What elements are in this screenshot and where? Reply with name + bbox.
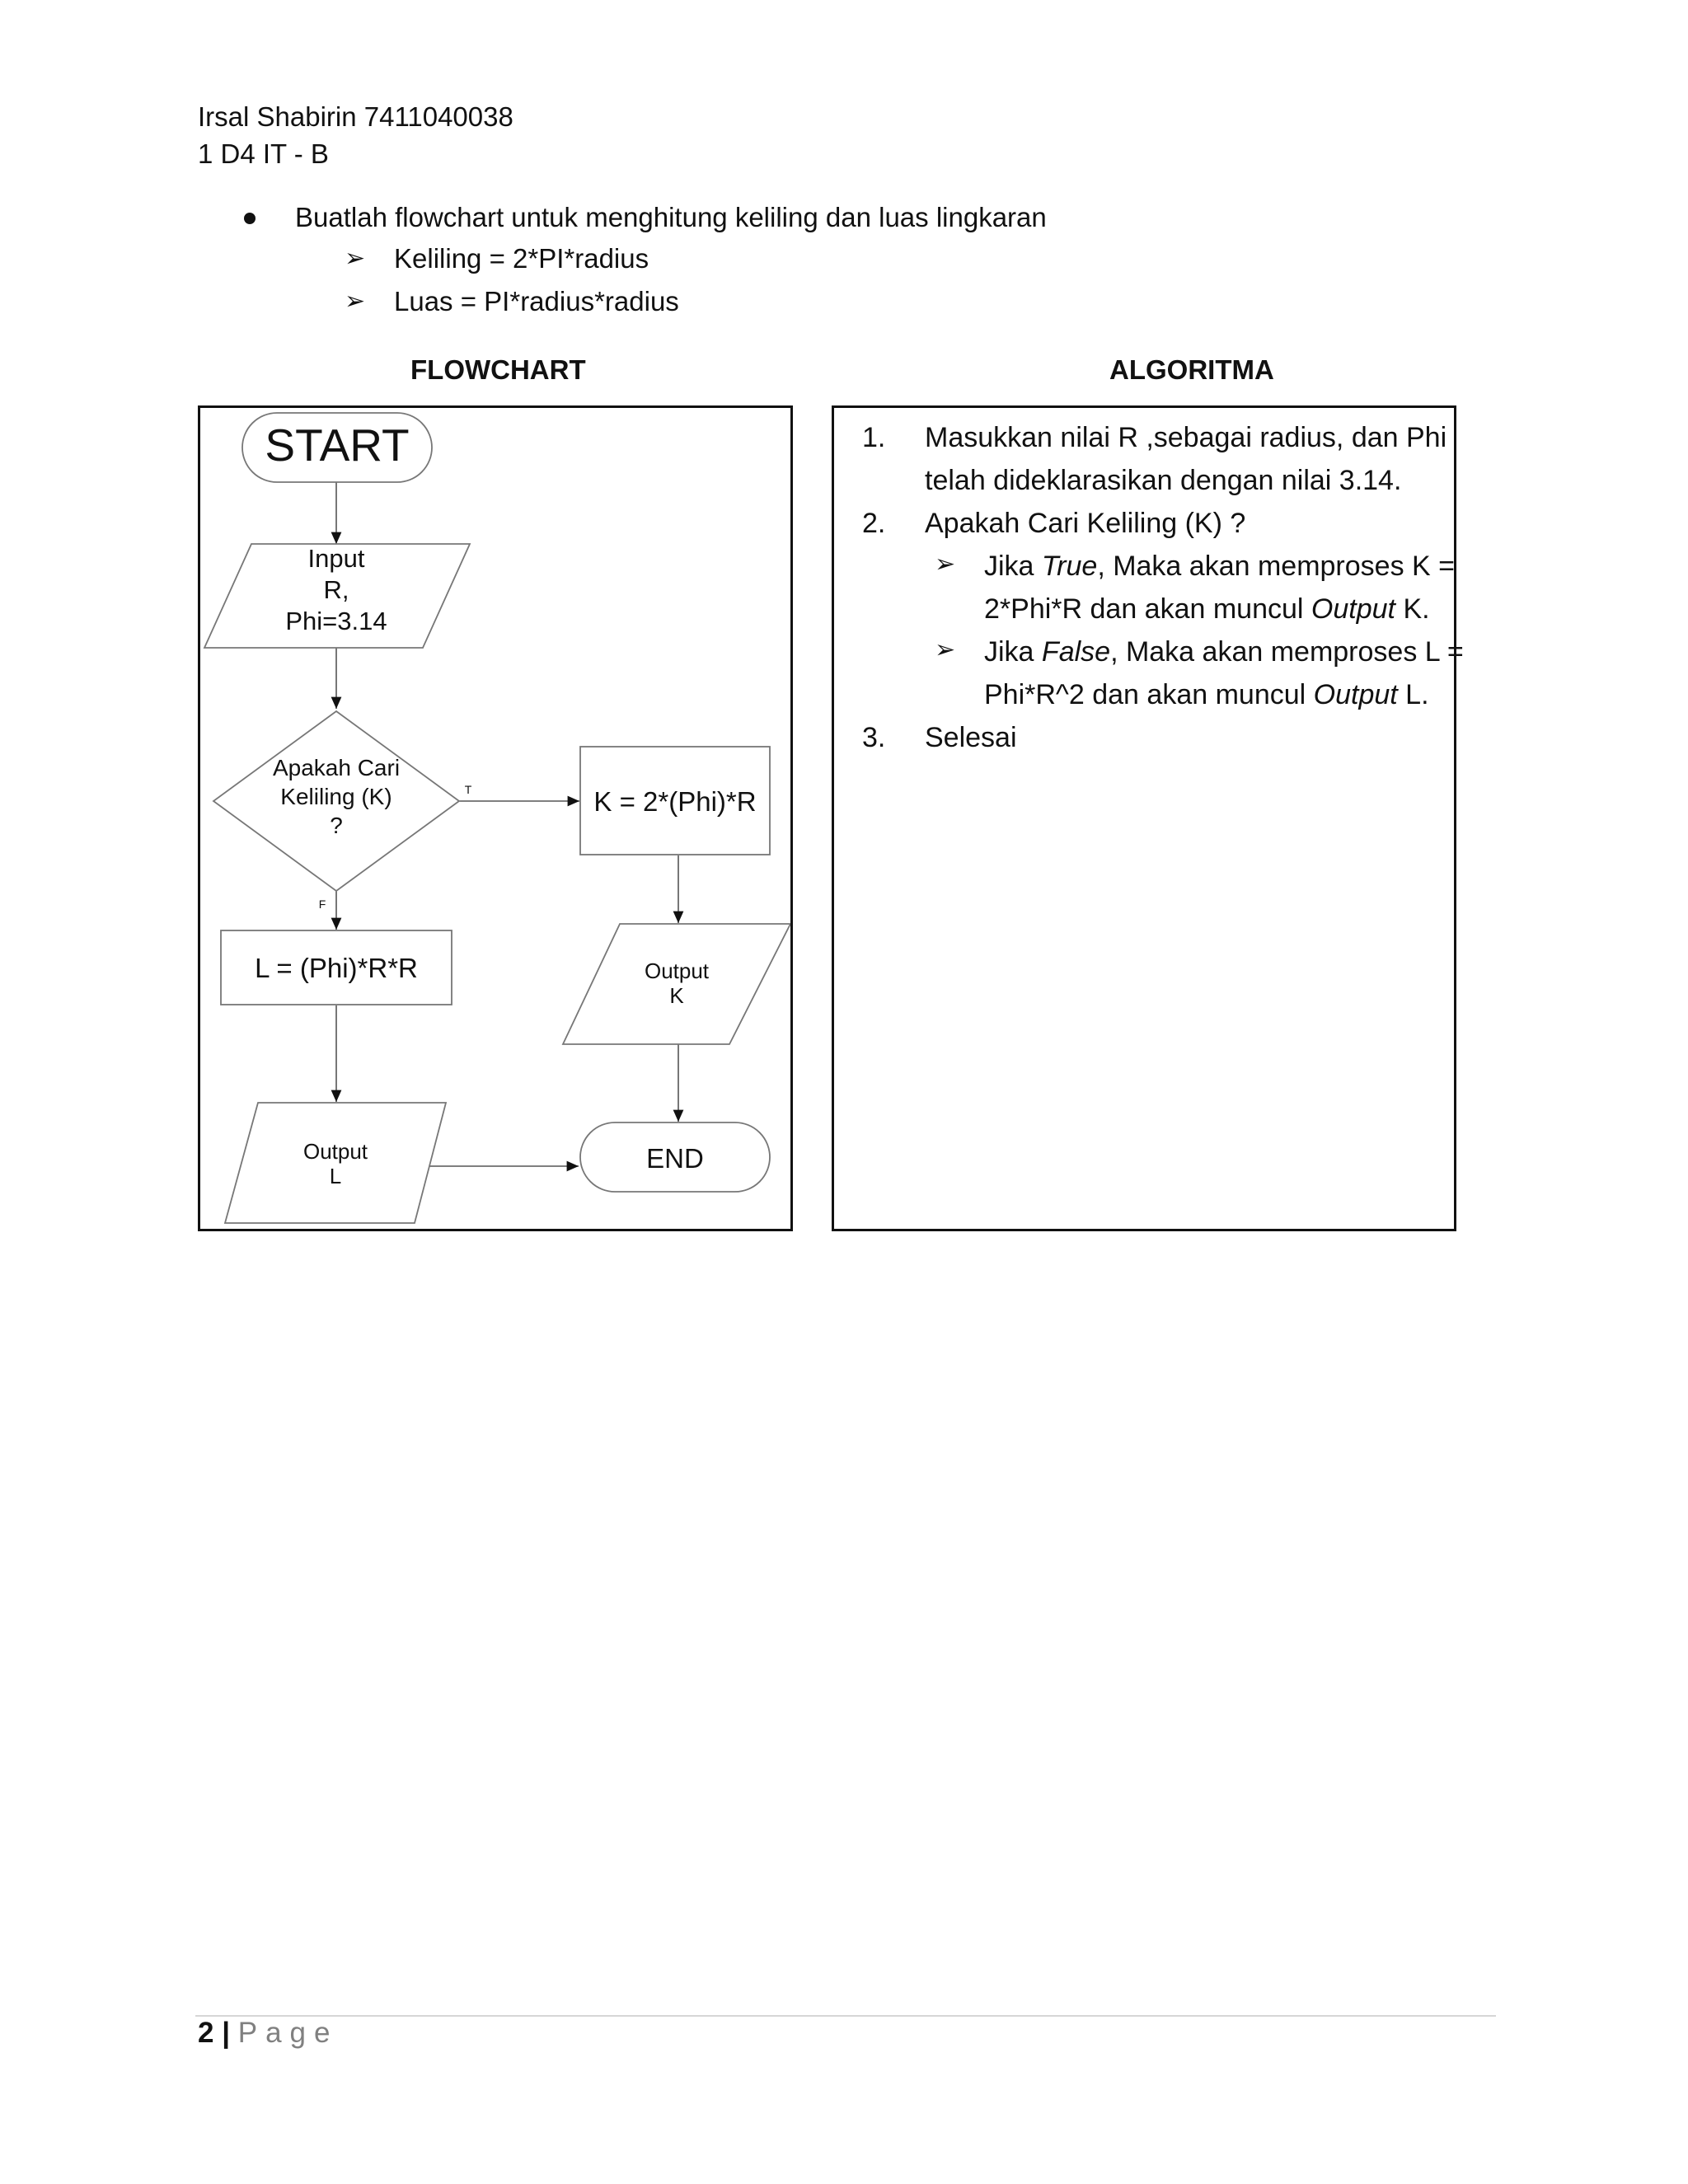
flowchart-heading: FLOWCHART [410, 354, 586, 385]
emphasis-text: Output [1313, 679, 1398, 710]
emphasis-text: True [1041, 551, 1098, 582]
end-label: END [646, 1143, 704, 1174]
decision-label-line: ? [330, 813, 343, 838]
class-label: 1 D4 IT - B [198, 138, 329, 169]
output-l-label-line: L [329, 1164, 342, 1188]
page-word: Page [237, 2017, 339, 2049]
process-l-label: L = (Phi)*R*R [255, 953, 418, 983]
emphasis-text: Output [1311, 593, 1395, 625]
algorithm-step-text: telah dideklarasikan dengan nilai 3.14. [925, 465, 1402, 496]
false-label: F [318, 898, 326, 911]
algorithm-step-text: Selesai [925, 722, 1017, 753]
algorithm-sub-step: Jika True, Maka akan memproses K = [984, 551, 1455, 582]
page-footer [198, 2013, 338, 2054]
arrow-bullet-icon: ➢ [345, 245, 366, 272]
decision-label-line: Apakah Cari [272, 755, 401, 780]
arrow-bullet-icon: ➢ [935, 551, 956, 578]
algorithm-number: 2. [862, 508, 886, 539]
algorithm-number: 1. [862, 422, 886, 453]
page-number: 2 [198, 2017, 214, 2049]
emphasis-text: False [1041, 636, 1111, 668]
algorithm-number: 3. [862, 722, 886, 753]
input-label-line: Phi=3.14 [285, 607, 387, 635]
input-label-line: Input [307, 544, 365, 573]
arrow-bullet-icon: ➢ [935, 636, 956, 663]
algorithm-sub-step: 2*Phi*R dan akan muncul Output K. [984, 593, 1430, 625]
task-sub-item: Luas = PI*radius*radius [394, 286, 679, 316]
output-k-label-line: Output [644, 958, 710, 983]
bullet-dot-icon [244, 213, 256, 224]
true-label: T [464, 783, 472, 796]
algorithm-sub-step: Jika False, Maka akan memproses L = [984, 636, 1464, 668]
algorithm-step-text: Apakah Cari Keliling (K) ? [925, 508, 1246, 539]
footer-separator: | [222, 2017, 230, 2049]
algorithm-heading: ALGORITMA [1109, 354, 1274, 385]
flowchart-box [198, 405, 793, 1231]
footer-divider [195, 2015, 1496, 2017]
arrow-bullet-icon: ➢ [345, 288, 366, 315]
process-k-label: K = 2*(Phi)*R [593, 786, 757, 817]
decision-label-line: Keliling (K) [280, 784, 392, 809]
output-l-label-line: Output [302, 1139, 368, 1164]
flowchart-diagram [200, 408, 790, 1229]
start-label: START [265, 419, 410, 471]
algorithm-sub-step: Phi*R^2 dan akan muncul Output L. [984, 679, 1429, 710]
task-bullet: Buatlah flowchart untuk menghitung keliling dan luas lingkaran [295, 202, 1047, 232]
author-name: Irsal Shabirin 7411040038 [198, 101, 513, 132]
output-k-label-line: K [669, 983, 684, 1008]
algorithm-step-text: Masukkan nilai R ,sebagai radius, dan Phi [925, 422, 1447, 453]
input-label-line: R, [323, 575, 349, 604]
task-sub-item: Keliling = 2*PI*radius [394, 243, 649, 274]
